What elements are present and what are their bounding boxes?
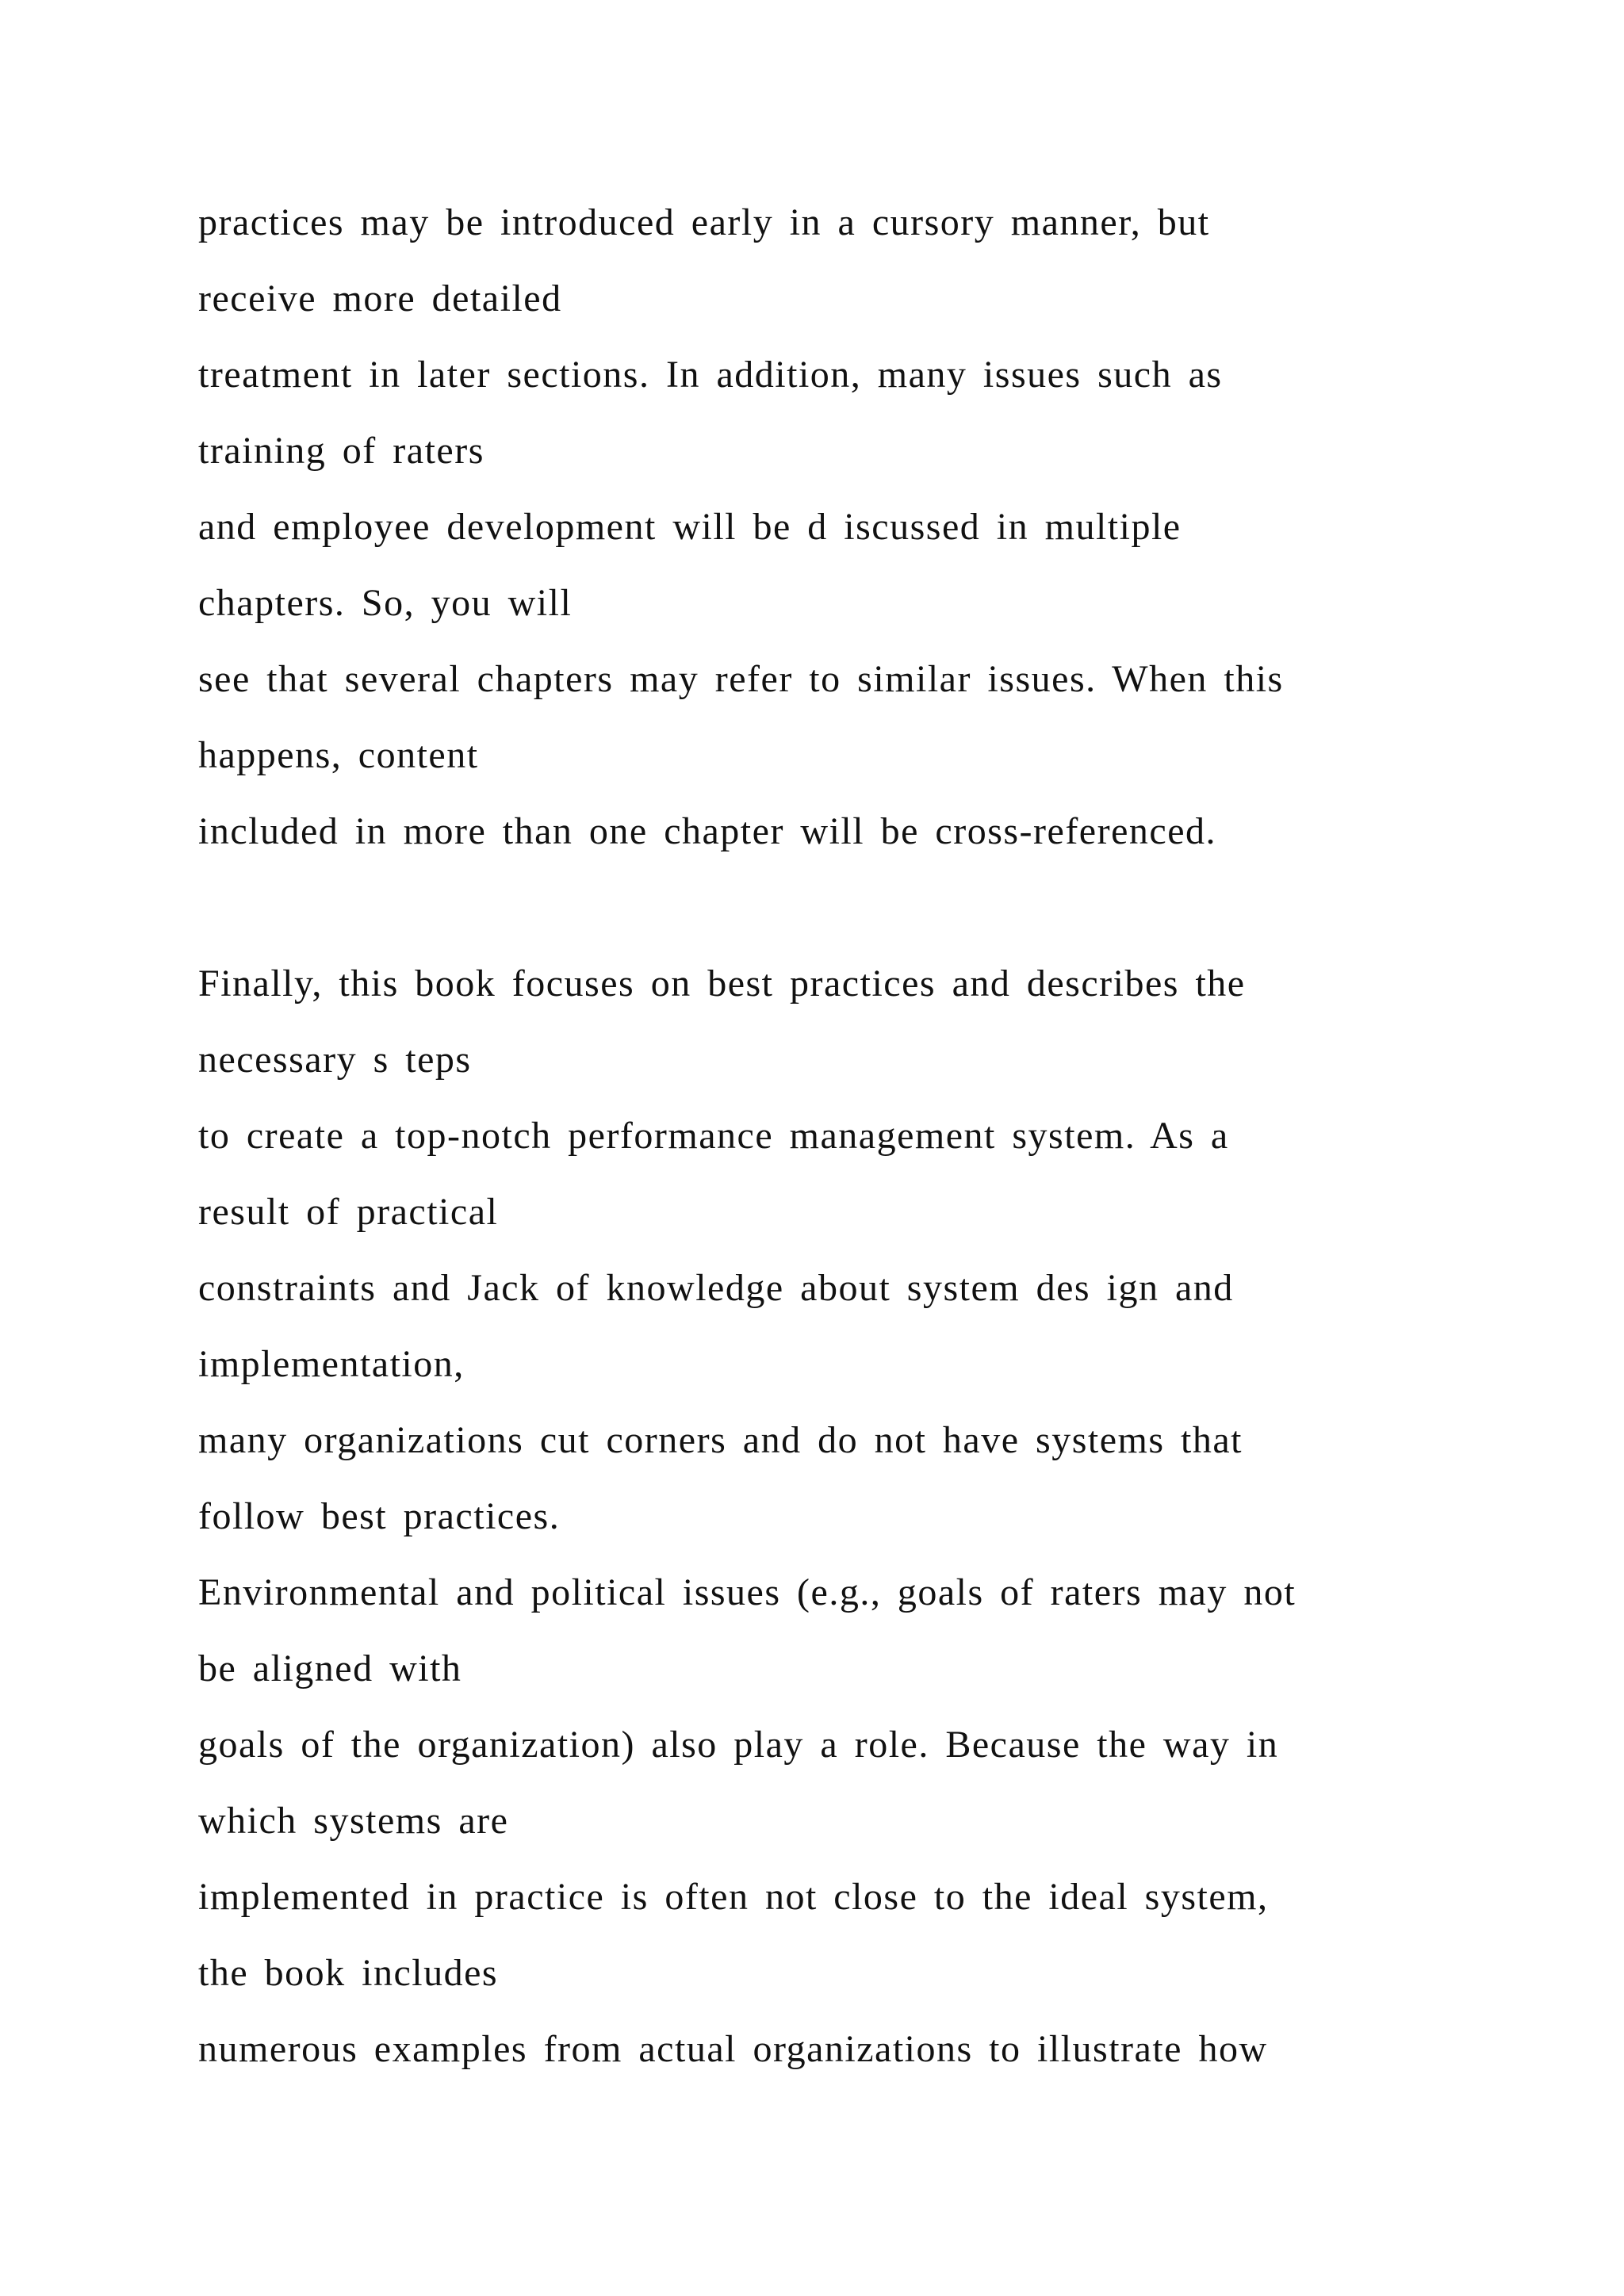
text-line: Finally, this book focuses on best practices and describes the — [198, 962, 1246, 1004]
text-line: Environmental and political issues (e.g., goals of raters may not — [198, 1571, 1297, 1613]
text-line: be aligned with — [198, 1647, 462, 1689]
text-line: training of raters — [198, 430, 485, 472]
text-line: constraints and Jack of knowledge about system des ign and — [198, 1267, 1234, 1309]
text-line: chapters. So, you will — [198, 582, 573, 624]
text-line: many organizations cut corners and do not have systems that — [198, 1419, 1243, 1461]
text-line: practices may be introduced early in a cursory manner, but — [198, 201, 1210, 243]
paragraph-cross-referencing — [198, 185, 1507, 870]
paragraph-best-practices — [198, 946, 1507, 2087]
text-line: result of practical — [198, 1191, 499, 1233]
text-line: included in more than one chapter will be cross-referenced. — [198, 810, 1217, 852]
text-line: happens, content — [198, 734, 479, 776]
text-line: implementation, — [198, 1343, 465, 1385]
text-line: receive more detailed — [198, 277, 562, 320]
text-line: treatment in later sections. In addition, many issues such as — [198, 354, 1223, 396]
text-line: goals of the organization) also play a role. Because the way in — [198, 1724, 1279, 1766]
text-line: the book includes — [198, 1952, 499, 1994]
text-line: implemented in practice is often not close to the ideal system, — [198, 1876, 1269, 1918]
text-line: which systems are — [198, 1800, 509, 1842]
text-line: numerous examples from actual organizations to illustrate how — [198, 2028, 1268, 2070]
text-line: necessary s teps — [198, 1039, 472, 1081]
text-line: and employee development will be d iscussed in multiple — [198, 506, 1182, 548]
text-line: follow best practices. — [198, 1495, 561, 1537]
text-line: see that several chapters may refer to similar issues. When this — [198, 658, 1284, 700]
text-line: to create a top-notch performance management system. As a — [198, 1115, 1229, 1157]
